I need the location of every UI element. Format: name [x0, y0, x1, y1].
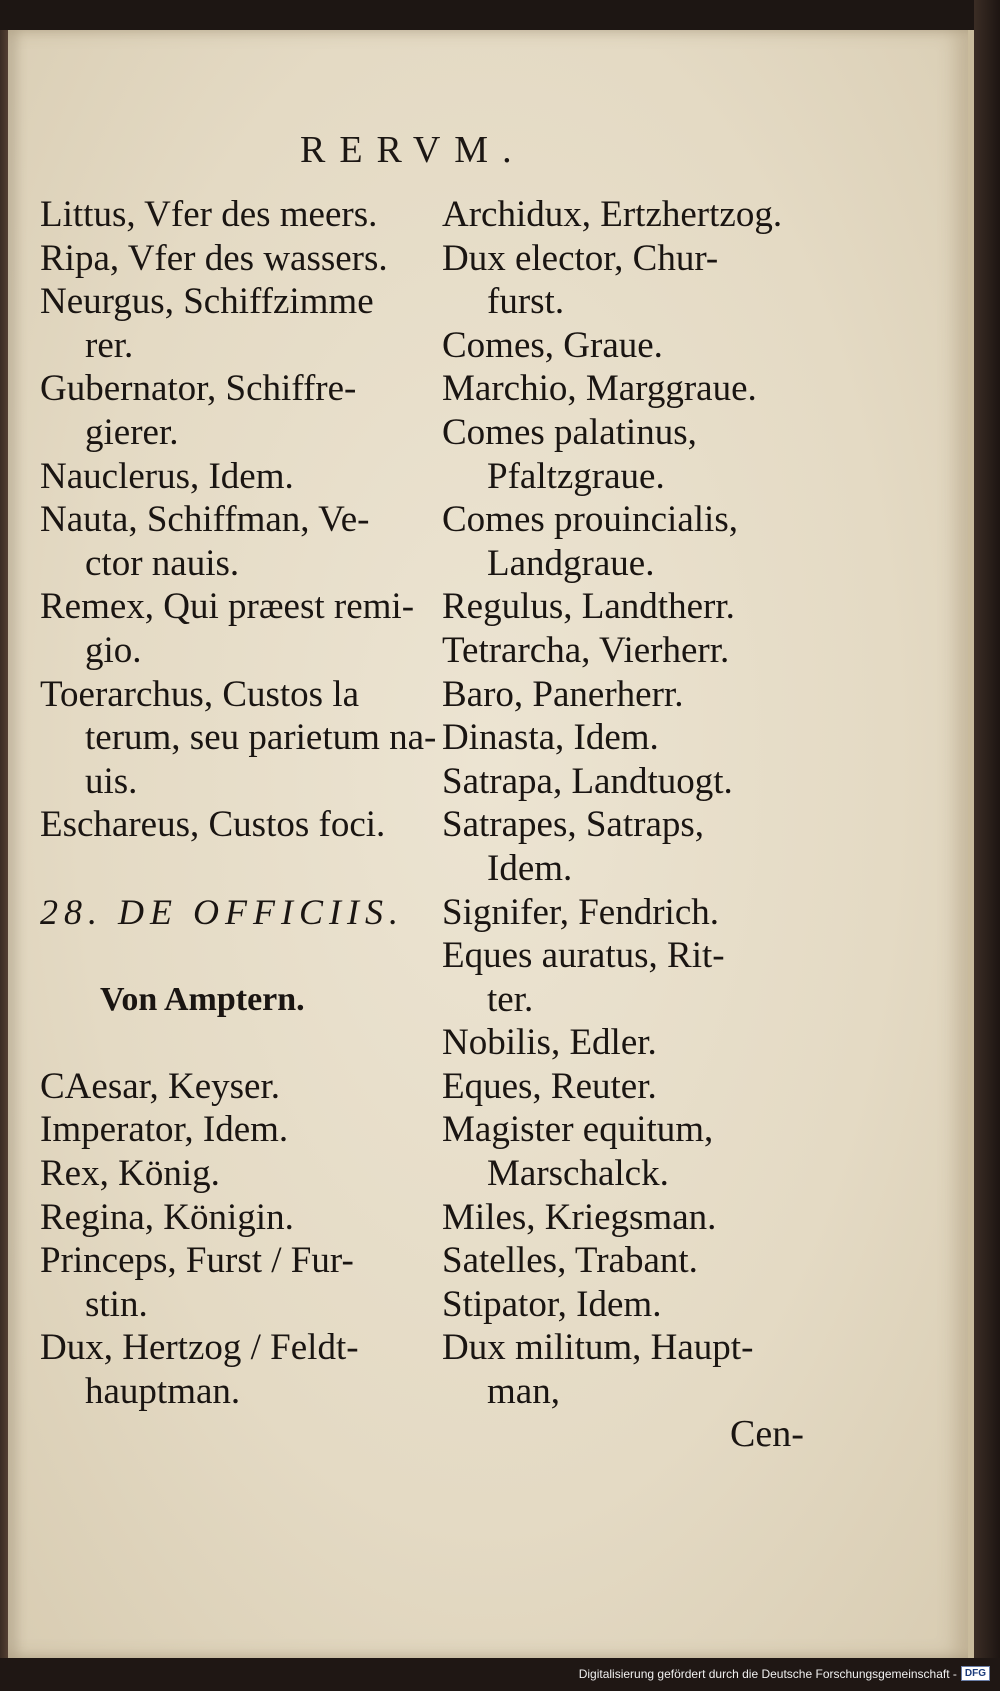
text-line: gio.: [85, 629, 142, 671]
text-line: Baro, Panerherr.: [442, 673, 684, 715]
text-line: Miles, Kriegsman.: [442, 1196, 717, 1238]
text-line: Regina, Königin.: [40, 1196, 294, 1238]
spacer: [40, 934, 470, 978]
text-line: Comes prouincialis,: [442, 499, 738, 541]
text-line: Stipator, Idem.: [442, 1283, 662, 1325]
text-line: man,: [487, 1371, 560, 1413]
text-line: Landgraue.: [487, 542, 655, 584]
text-line: Magister equitum,: [442, 1109, 714, 1151]
text-line: Rex, König.: [40, 1153, 220, 1195]
spacer: [40, 847, 470, 891]
right-column: [442, 193, 837, 1414]
text-line: Satrapes, Satraps,: [442, 804, 705, 846]
text-line: Satrapa, Landtuogt.: [442, 760, 733, 802]
text-line: Dux, Hertzog / Feldt-: [40, 1327, 359, 1369]
text-line: Nobilis, Edler.: [442, 1022, 657, 1064]
text-line: Nauclerus, Idem.: [40, 455, 294, 497]
text-line: uis.: [85, 760, 138, 802]
section-title: 28. DE OFFICIIS.: [40, 891, 404, 932]
text-line: Comes palatinus,: [442, 411, 697, 453]
text-line: stin.: [85, 1283, 148, 1325]
text-line: Imperator, Idem.: [40, 1109, 289, 1151]
text-line: Regulus, Landtherr.: [442, 586, 735, 628]
digitization-footer: [579, 1666, 990, 1681]
text-line: Eques, Reuter.: [442, 1065, 657, 1107]
text-line: CAesar, Keyser.: [40, 1065, 280, 1107]
text-line: Eques auratus, Rit-: [442, 935, 725, 977]
text-line: furst.: [487, 281, 565, 323]
text-line: Neurgus, Schiffzimme: [40, 281, 374, 323]
right-entries: [442, 193, 837, 1414]
catchword: Cen-: [730, 1413, 804, 1455]
section-subtitle: Von Amptern.: [100, 980, 305, 1018]
text-line: Dux elector, Chur-: [442, 237, 719, 279]
spacer: [40, 1021, 470, 1065]
text-line: Remex, Qui præest remi-: [40, 586, 415, 628]
text-line: Nauta, Schiffman, Ve-: [40, 499, 370, 541]
text-line: Dinasta, Idem.: [442, 717, 659, 759]
text-line: Gubernator, Schiffre-: [40, 368, 357, 410]
text-line: Toerarchus, Custos la: [40, 673, 360, 715]
scan-right-edge: [974, 0, 1000, 1691]
text-line: Eschareus, Custos foci.: [40, 804, 386, 846]
left-entries-after: [40, 1065, 470, 1414]
text-line: Princeps, Furst / Fur-: [40, 1240, 354, 1282]
dfg-logo: DFG: [961, 1666, 990, 1681]
text-line: Archidux, Ertzhertzog.: [442, 194, 783, 235]
text-line: ter.: [487, 978, 534, 1020]
text-line: rer.: [85, 324, 134, 366]
text-line: Dux militum, Haupt-: [442, 1327, 754, 1369]
left-entries: [40, 193, 470, 847]
scan-top-edge: [0, 0, 1000, 30]
left-column: [40, 193, 470, 1414]
text-line: Littus, Vfer des meers.: [40, 194, 378, 235]
text-line: ctor nauis.: [85, 542, 240, 584]
text-line: Signifer, Fendrich.: [442, 891, 719, 933]
footer-text: Digitalisierung gefördert durch die Deutsche Forschungsgemeinschaft -: [578, 1666, 957, 1681]
text-line: Marschalck.: [487, 1153, 669, 1195]
text-line: Idem.: [487, 847, 573, 889]
text-line: hauptman.: [85, 1371, 241, 1413]
text-line: Ripa, Vfer des wassers.: [40, 237, 388, 279]
text-line: Tetrarcha, Vierherr.: [442, 629, 730, 671]
text-line: Marchio, Marggraue.: [442, 368, 757, 410]
text-line: Satelles, Trabant.: [442, 1240, 698, 1282]
running-header: RERVM.: [300, 129, 526, 171]
text-line: Comes, Graue.: [442, 324, 663, 366]
text-line: gierer.: [85, 411, 179, 453]
text-line: terum, seu parietum na-: [85, 717, 437, 759]
text-line: Pfaltzgraue.: [487, 455, 665, 497]
